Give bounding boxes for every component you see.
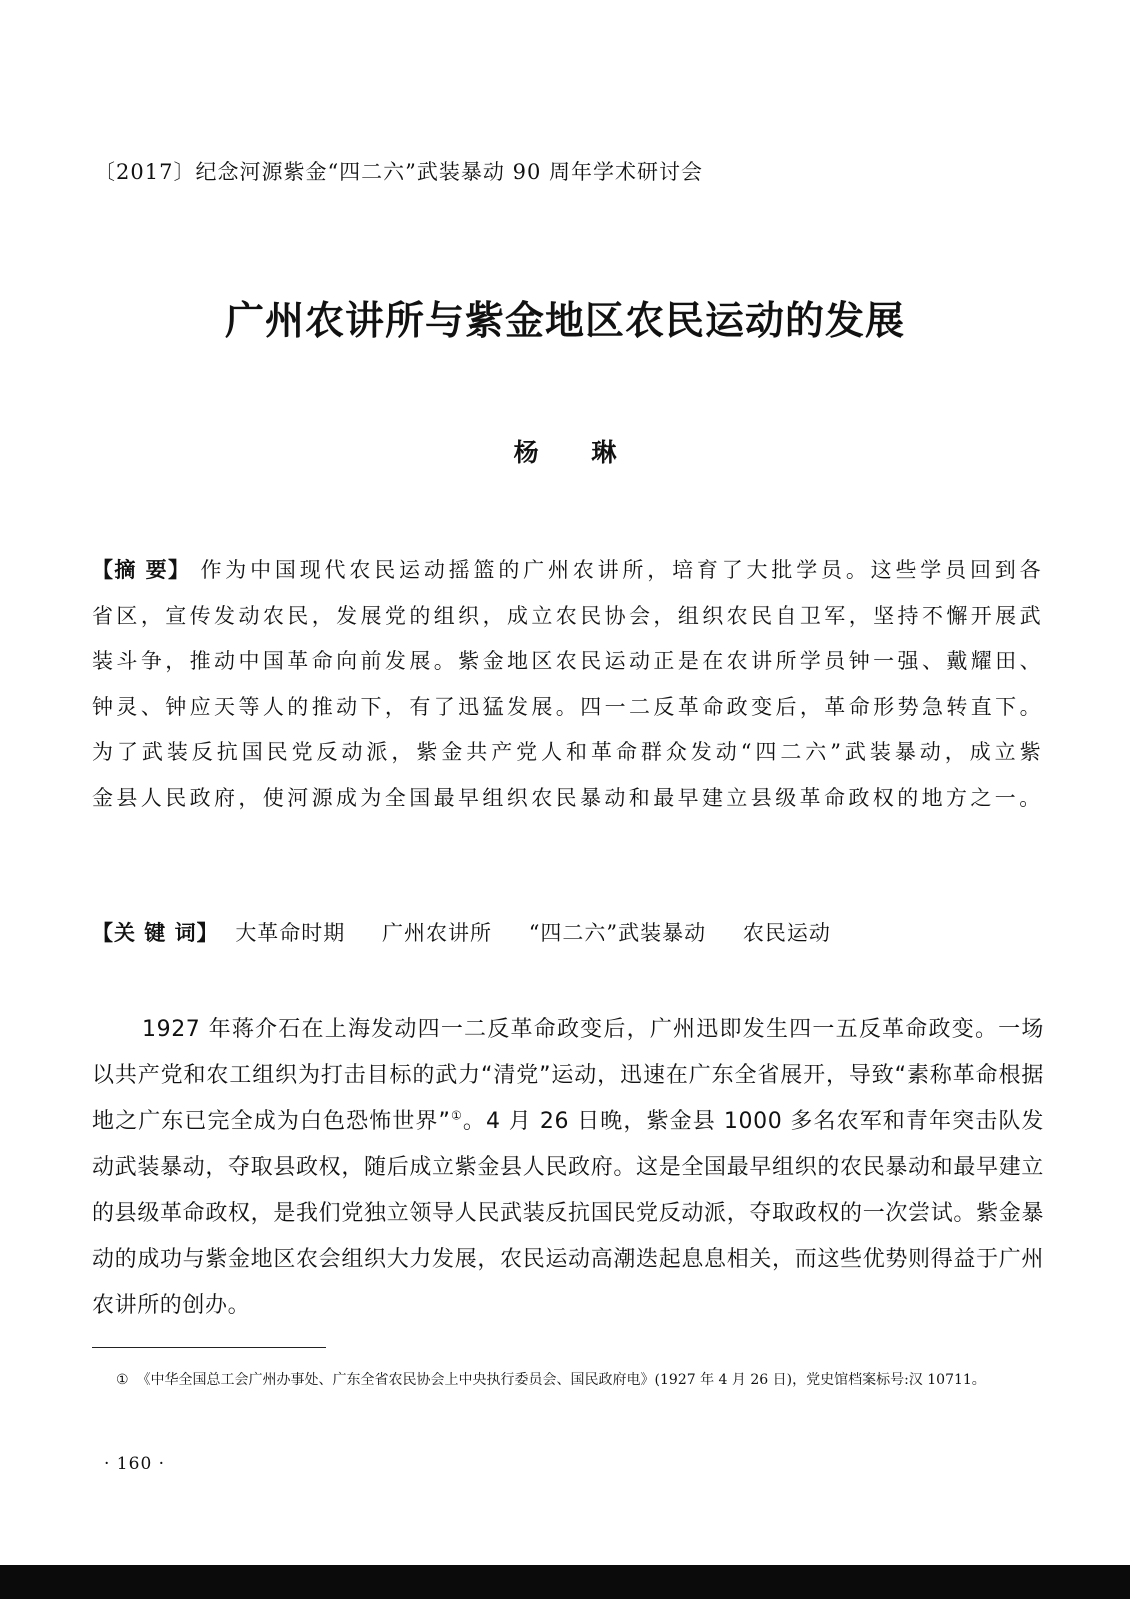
abstract-label: 【摘 要】: [92, 558, 191, 582]
footnote: [92, 1368, 1044, 1392]
keyword-item: “四二六”武装暴动: [528, 921, 707, 945]
keywords: [92, 917, 861, 947]
abstract-text: 作为中国现代农民运动摇篮的广州农讲所，培育了大批学员。这些学员回到各省区，宣传发动农民，发展党的组织，成立农民协会，组织农民自卫军，坚持不懈开展武装斗争，推动中国革命向前发展。紫金地区农民运动正是在农讲所学员钟一强、戴耀田、钟灵、钟应天等人的推动下，有了迅猛发展。四一二反革命政变后，革命形势急转直下。为了武装反抗国民党反动派，紫金共产党人和革命群众发动“四二六”武装暴动，成立紫金县人民政府，使河源成为全国最早组织农民暴动和最早建立县级革命政权的地方之一。: [92, 558, 1044, 810]
scan-edge: [0, 1565, 1130, 1599]
keyword-item: 广州农讲所: [382, 921, 492, 945]
article-title: 广州农讲所与紫金地区农民运动的发展: [224, 299, 905, 344]
body-text-part2: 。4 月 26 日晚，紫金县 1000 多名农军和青年突击队发动武装暴动，夺取县政权，随后成立紫金县人民政府。这是全国最早组织的农民暴动和最早建立的县级革命政权，是我们党独立领导人民武装反抗国民党反动派，夺取政权的一次尝试。紫金暴动的成功与紫金地区农会组织大力发展，农民运动高潮迭起息息相关，而这些优势则得益于广州农讲所的创办。: [92, 1109, 1045, 1318]
abstract: [92, 548, 1044, 821]
body-text-part1: 1927 年蒋介石在上海发动四一二反革命政变后，广州迅即发生四一五反革命政变。一场以共产党和农工组织为打击目标的武力“清党”运动，迅速在广东全省展开，导致“素称革命根据地之广东已完全成为白色恐怖世界”: [92, 1017, 1044, 1134]
footnote-text: 《中华全国总工会广州办事处、广东全省农民协会上中央执行委员会、国民政府电》(1927 年 4 月 26 日)，党史馆档案标号:汉 10711。: [136, 1372, 986, 1388]
keyword-item: 大革命时期: [235, 921, 346, 945]
author-name: 杨 琳: [513, 438, 639, 467]
page-number: · 160 ·: [104, 1454, 166, 1474]
footnote-mark: ①: [116, 1372, 129, 1388]
keywords-label: 【关 键 词】: [92, 921, 219, 945]
footnote-reference: ①: [450, 1108, 463, 1123]
footnote-divider: [92, 1347, 326, 1348]
keyword-item: 农民运动: [742, 921, 831, 945]
series-header: 〔2017〕纪念河源紫金“四二六”武装暴动 90 周年学术研讨会: [94, 160, 703, 184]
body-paragraph: [92, 1007, 1044, 1329]
